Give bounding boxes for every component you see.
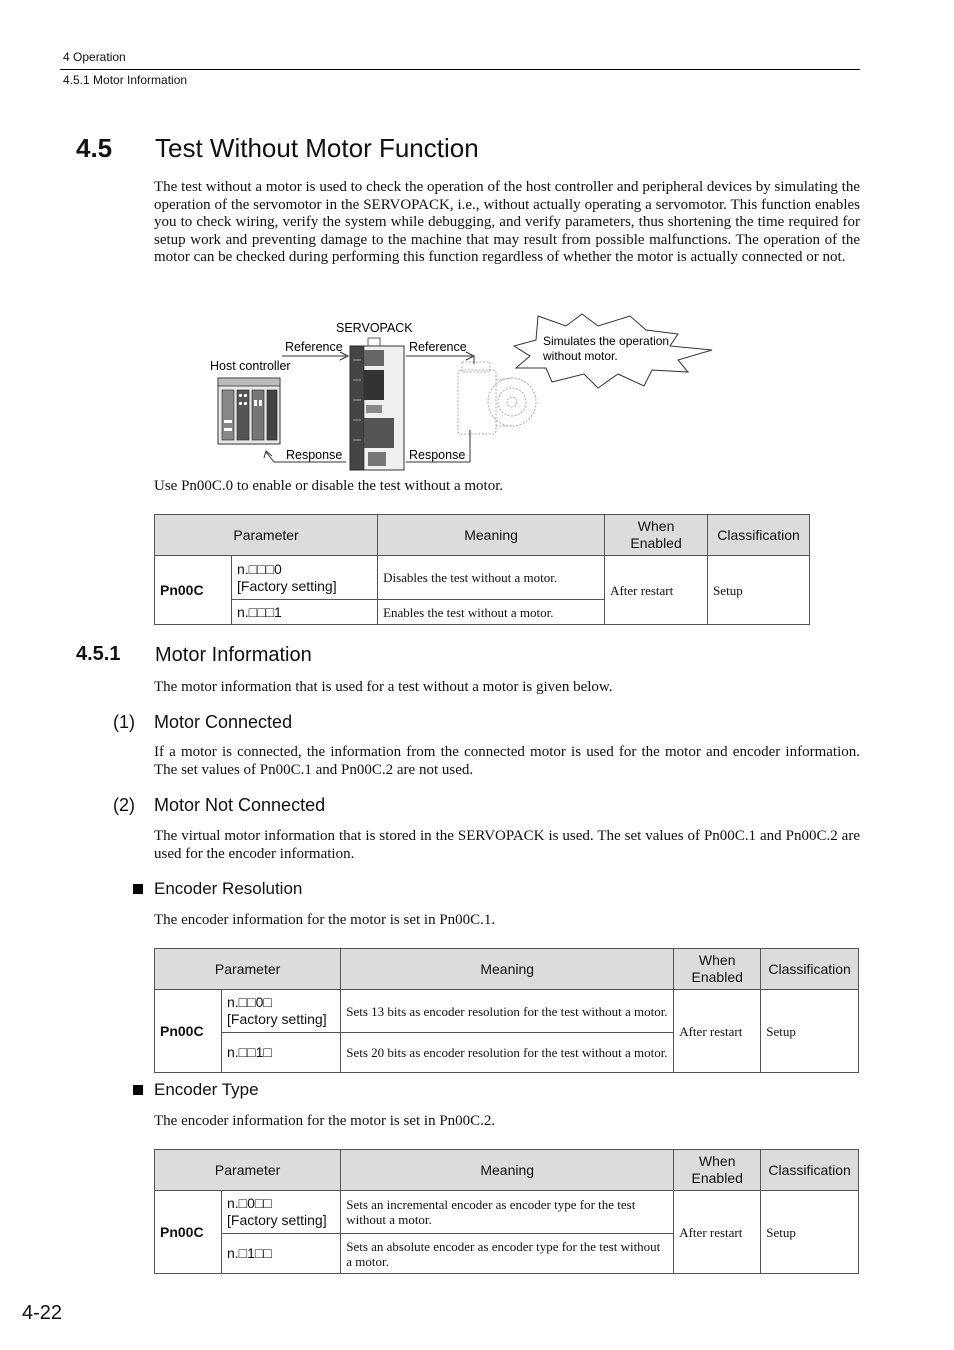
pn00c0-table — [154, 514, 810, 625]
header-section: 4.5.1 Motor Information — [63, 73, 188, 87]
when-enabled: After restart — [605, 556, 708, 625]
col-parameter: Parameter — [155, 1150, 341, 1191]
col-when-enabled: When Enabled — [605, 515, 708, 556]
col-when-enabled: When Enabled — [674, 949, 761, 990]
col-parameter: Parameter — [155, 515, 378, 556]
param-meaning: Sets 13 bits as encoder resolution for the test without a motor. — [341, 990, 674, 1033]
param-name: Pn00C — [155, 1191, 222, 1274]
col-classification: Classification — [761, 949, 859, 990]
table-row — [155, 990, 859, 1033]
col-meaning: Meaning — [341, 1150, 674, 1191]
subsection-intro: The motor information that is used for a test without a motor is given below. — [154, 679, 613, 695]
host-controller-illustration — [218, 378, 280, 444]
param-value: n.□0□□ [Factory setting] — [222, 1191, 341, 1234]
page-number: 4-22 — [22, 1302, 63, 1324]
encoder-type-title: Encoder Type — [154, 1080, 259, 1099]
col-classification: Classification — [708, 515, 810, 556]
bullet-square-icon — [133, 884, 143, 894]
reference-right-label: Reference — [409, 340, 467, 354]
subsection-number: 4.5.1 — [76, 643, 121, 665]
motor-not-connected-title: Motor Not Connected — [154, 795, 326, 815]
section-number: 4.5 — [76, 133, 113, 163]
classification: Setup — [761, 990, 859, 1073]
system-diagram — [200, 310, 720, 480]
param-value: n.□□1□ — [222, 1033, 341, 1073]
col-parameter: Parameter — [155, 949, 341, 990]
response-right-label: Response — [409, 448, 466, 462]
section-intro: The test without a motor is used to check the operation of the host controller and peripheral devices by simulating the operation of the servomotor in the SERVOPACK, i.e., without actually operating a servomotor. This function enables you to check wiring, verify the system while debugging, and verify parameters, thus shortening the time required for setup work and preventing damage to the machine that may result from possible malfunctions. The operation of the motor can be checked during performing this function regardless of whether the motor is actually connected or not. — [154, 179, 860, 266]
subsection-title: Motor Information — [155, 644, 312, 666]
col-classification: Classification — [761, 1150, 859, 1191]
section-title: Test Without Motor Function — [155, 133, 479, 163]
response-left-label: Response — [286, 448, 343, 462]
table-row — [155, 556, 810, 600]
servopack-illustration — [350, 338, 404, 470]
param-value: n.□1□□ — [222, 1234, 341, 1274]
encoder-resolution-text: The encoder information for the motor is set in Pn00C.1. — [154, 912, 496, 928]
encoder-resolution-title: Encoder Resolution — [154, 879, 303, 898]
table-header-row — [155, 1150, 859, 1191]
encoder-type-text: The encoder information for the motor is set in Pn00C.2. — [154, 1113, 496, 1129]
param-meaning: Disables the test without a motor. — [378, 556, 605, 600]
motor-connected-text: If a motor is connected, the information from the connected motor is used for the motor and encoder information. The set values of Pn00C.1 and Pn00C.2 are not used. — [154, 744, 860, 778]
encoder-resolution-table — [154, 948, 859, 1073]
bullet-square-icon — [133, 1085, 143, 1095]
motor-connected-title: Motor Connected — [154, 712, 293, 732]
table-header-row — [155, 949, 859, 990]
param-value: n.□□□1 — [232, 600, 378, 625]
encoder-type-table — [154, 1149, 859, 1274]
param-meaning: Sets 20 bits as encoder resolution for the test without a motor. — [341, 1033, 674, 1073]
col-when-enabled: When Enabled — [674, 1150, 761, 1191]
col-meaning: Meaning — [378, 515, 605, 556]
host-controller-label: Host controller — [210, 359, 291, 373]
reference-left-label: Reference — [285, 340, 343, 354]
param-meaning: Sets an absolute encoder as encoder type for the test without a motor. — [341, 1234, 674, 1274]
table-row — [155, 1191, 859, 1234]
motor-connected-number: (1) — [113, 712, 135, 732]
header-rule — [60, 69, 860, 70]
param-meaning: Enables the test without a motor. — [378, 600, 605, 625]
param-value: n.□□0□ [Factory setting] — [222, 990, 341, 1033]
callout-line-2: without motor. — [543, 349, 618, 363]
when-enabled: After restart — [674, 990, 761, 1073]
param-name: Pn00C — [155, 556, 232, 625]
classification: Setup — [708, 556, 810, 625]
motor-illustration — [458, 362, 536, 434]
classification: Setup — [761, 1191, 859, 1274]
motor-not-connected-text: The virtual motor information that is stored in the SERVOPACK is used. The set values of Pn00C.1 and Pn00C.2 are used for the encoder information. — [154, 828, 860, 862]
pn00c0-note: Use Pn00C.0 to enable or disable the test without a motor. — [154, 478, 504, 494]
motor-not-connected-number: (2) — [113, 795, 135, 815]
when-enabled: After restart — [674, 1191, 761, 1274]
col-meaning: Meaning — [341, 949, 674, 990]
param-value: n.□□□0 [Factory setting] — [232, 556, 378, 600]
param-meaning: Sets an incremental encoder as encoder type for the test without a motor. — [341, 1191, 674, 1234]
servopack-label: SERVOPACK — [336, 321, 413, 335]
header-chapter: 4 Operation — [63, 50, 126, 64]
table-header-row — [155, 515, 810, 556]
callout-line-1: Simulates the operation — [543, 334, 670, 348]
param-name: Pn00C — [155, 990, 222, 1073]
